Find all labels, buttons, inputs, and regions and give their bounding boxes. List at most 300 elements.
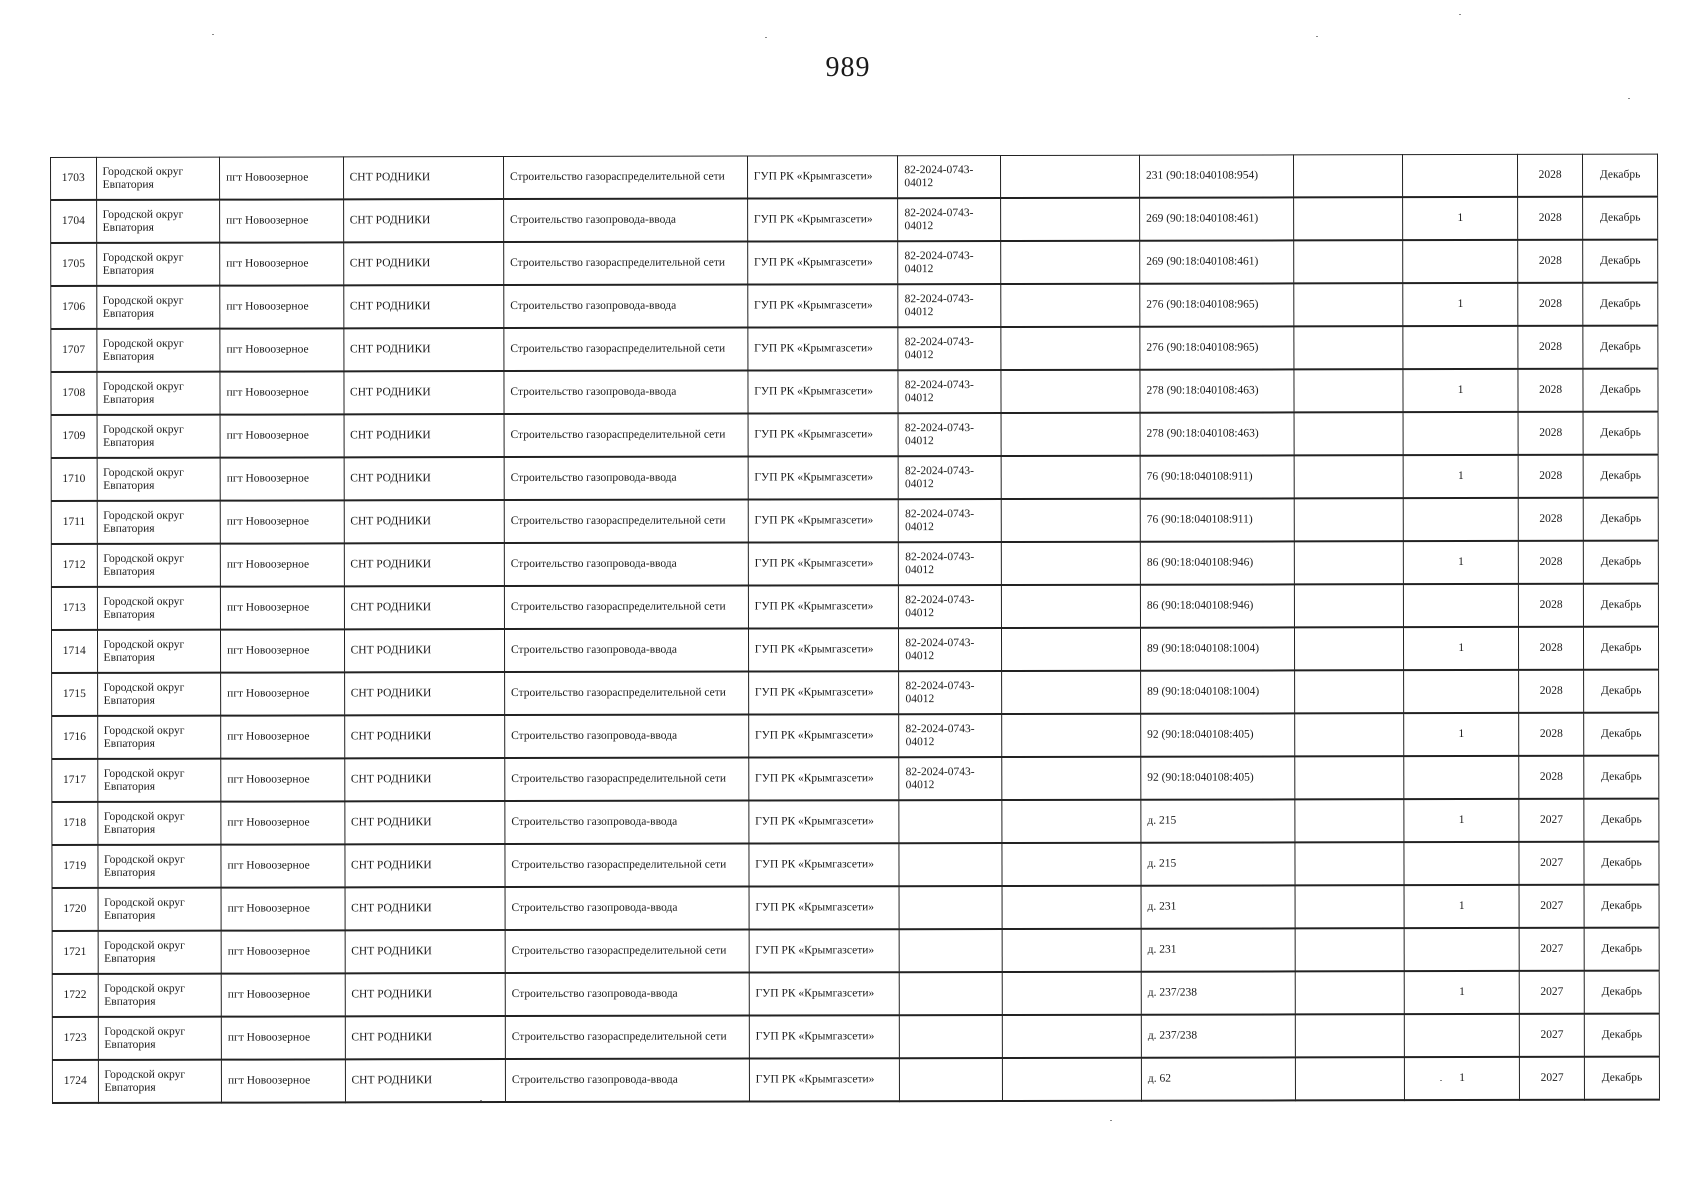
cell-count: [1405, 1014, 1520, 1057]
cell-num: 1719: [52, 845, 98, 888]
cell-year: 2028: [1518, 498, 1583, 541]
cell-month: Декабрь: [1583, 498, 1658, 541]
cell-work: Строительство газораспределительной сети: [504, 586, 748, 630]
cell-year: 2028: [1518, 240, 1583, 283]
cell-org: ГУП РК «Крымгазсети»: [748, 585, 899, 628]
cell-count: [1403, 240, 1518, 283]
cell-society: СНТ РОДНИКИ: [344, 543, 504, 586]
cell-society: СНТ РОДНИКИ: [343, 242, 503, 285]
cell-year: 2027: [1519, 1014, 1584, 1057]
cell-org: ГУП РК «Крымгазсети»: [748, 499, 899, 542]
cell-blank2: [1295, 885, 1405, 928]
table-row: [52, 928, 1659, 974]
cell-blank2: [1294, 326, 1404, 369]
cell-plot: д. 231: [1141, 928, 1295, 971]
cell-blank: [1001, 456, 1140, 499]
cell-district: Городской округ Евпатория: [97, 587, 221, 630]
cell-blank2: [1294, 240, 1404, 283]
cell-district: Городской округ Евпатория: [96, 200, 220, 243]
cell-work: Строительство газораспределительной сети: [504, 500, 748, 544]
cell-code: 82-2024-0743-04012: [899, 714, 1002, 757]
cell-blank2: [1294, 670, 1404, 713]
cell-work: Строительство газораспределительной сети: [504, 414, 748, 458]
scan-speck: [1628, 98, 1630, 99]
cell-work: Строительство газопровода-ввода: [504, 543, 748, 587]
cell-society: СНТ РОДНИКИ: [344, 414, 504, 457]
cell-district: Городской округ Евпатория: [96, 286, 220, 329]
cell-society: СНТ РОДНИКИ: [345, 973, 505, 1016]
cell-org: ГУП РК «Крымгазсети»: [748, 456, 899, 499]
cell-district: Городской округ Евпатория: [96, 372, 220, 415]
cell-num: 1722: [52, 974, 98, 1017]
cell-district: Городской округ Евпатория: [97, 415, 221, 458]
cell-num: 1711: [51, 501, 97, 544]
cell-org: ГУП РК «Крымгазсети»: [749, 886, 900, 929]
cell-plot: 269 (90:18:040108:461): [1140, 240, 1294, 283]
cell-district: Городской округ Евпатория: [97, 630, 221, 673]
cell-num: 1714: [51, 630, 97, 673]
cell-society: СНТ РОДНИКИ: [344, 715, 504, 758]
cell-count: 1: [1403, 369, 1518, 412]
cell-plot: д. 62: [1141, 1057, 1295, 1100]
cell-num: 1708: [51, 372, 97, 415]
cell-settlement: пгт Новоозерное: [221, 1059, 345, 1102]
cell-work: Строительство газопровода-ввода: [505, 1059, 749, 1103]
table-row: [51, 627, 1658, 673]
cell-year: 2027: [1519, 842, 1584, 885]
cell-plot: 92 (90:18:040108:405): [1141, 756, 1295, 799]
cell-plot: 92 (90:18:040108:405): [1141, 713, 1295, 756]
cell-code: 82-2024-0743-04012: [899, 671, 1002, 714]
cell-count: [1403, 326, 1518, 369]
cell-blank: [1003, 1058, 1142, 1101]
cell-num: 1715: [52, 673, 98, 716]
cell-district: Городской округ Евпатория: [98, 974, 222, 1017]
cell-plot: 76 (90:18:040108:911): [1140, 498, 1294, 541]
cell-blank2: [1294, 412, 1404, 455]
cell-work: Строительство газораспределительной сети: [505, 844, 749, 888]
table-row: [52, 1014, 1659, 1060]
cell-code: [899, 929, 1002, 972]
cell-blank2: [1294, 713, 1404, 756]
cell-plot: д. 215: [1141, 842, 1295, 885]
cell-settlement: пгт Новоозерное: [220, 328, 344, 371]
cell-org: ГУП РК «Крымгазсети»: [747, 198, 898, 241]
cell-blank: [1001, 370, 1140, 413]
cell-society: СНТ РОДНИКИ: [343, 285, 503, 328]
cell-district: Городской округ Евпатория: [98, 1017, 222, 1060]
cell-code: 82-2024-0743-04012: [899, 585, 1002, 628]
cell-settlement: пгт Новоозерное: [220, 500, 344, 543]
table-row: [51, 283, 1658, 329]
cell-society: СНТ РОДНИКИ: [344, 672, 504, 715]
cell-blank: [1002, 542, 1141, 585]
cell-count: [1404, 756, 1519, 799]
cell-org: ГУП РК «Крымгазсети»: [749, 800, 900, 843]
cell-society: СНТ РОДНИКИ: [345, 887, 505, 930]
scan-speck: [480, 1100, 482, 1101]
cell-blank2: [1295, 971, 1405, 1014]
cell-work: Строительство газораспределительной сети: [504, 328, 748, 372]
cell-num: 1703: [51, 157, 97, 200]
cell-year: 2028: [1518, 326, 1583, 369]
cell-settlement: пгт Новоозерное: [221, 672, 345, 715]
cell-month: Декабрь: [1584, 584, 1659, 627]
cell-month: Декабрь: [1584, 670, 1659, 713]
table-row: [52, 1057, 1659, 1103]
cell-num: 1712: [51, 544, 97, 587]
scan-speck: [212, 34, 214, 35]
cell-code: 82-2024-0743-04012: [899, 628, 1002, 671]
cell-code: [900, 1058, 1003, 1101]
cell-month: Декабрь: [1583, 283, 1658, 326]
cell-plot: 86 (90:18:040108:946): [1140, 541, 1294, 584]
cell-plot: 278 (90:18:040108:463): [1140, 369, 1294, 412]
cell-blank: [1001, 499, 1140, 542]
cell-settlement: пгт Новоозерное: [221, 715, 345, 758]
page-number: 989: [825, 52, 871, 83]
cell-district: Городской округ Евпатория: [96, 329, 220, 372]
cell-code: 82-2024-0743-04012: [898, 370, 1001, 413]
cell-work: Строительство газораспределительной сети: [503, 156, 747, 199]
cell-month: Декабрь: [1584, 713, 1659, 756]
cell-plot: д. 237/238: [1141, 1014, 1295, 1057]
cell-work: Строительство газопровода-ввода: [505, 887, 749, 931]
cell-blank2: [1295, 928, 1405, 971]
cell-work: Строительство газопровода-ввода: [504, 199, 748, 243]
scan-speck: [1440, 1080, 1442, 1081]
cell-work: Строительство газораспределительной сети: [505, 672, 749, 716]
cell-blank2: [1295, 842, 1405, 885]
table-row: [51, 541, 1658, 587]
cell-district: Городской округ Евпатория: [98, 888, 222, 931]
cell-year: 2028: [1518, 283, 1583, 326]
cell-month: Декабрь: [1583, 412, 1658, 455]
cell-blank2: [1294, 369, 1404, 412]
cell-org: ГУП РК «Крымгазсети»: [748, 542, 899, 585]
cell-month: Декабрь: [1583, 455, 1658, 498]
cell-code: 82-2024-0743-04012: [898, 413, 1001, 456]
scan-speck: [1459, 14, 1461, 15]
cell-blank: [1002, 800, 1141, 843]
cell-district: Городской округ Евпатория: [98, 931, 222, 974]
table-row: [51, 369, 1658, 415]
cell-blank2: [1294, 541, 1404, 584]
cell-org: ГУП РК «Крымгазсети»: [749, 929, 900, 972]
cell-district: Городской округ Евпатория: [97, 501, 221, 544]
cell-blank2: [1295, 1014, 1405, 1057]
cell-plot: 86 (90:18:040108:946): [1140, 584, 1294, 627]
cell-count: 1: [1403, 455, 1518, 498]
cell-code: 82-2024-0743-04012: [899, 757, 1002, 800]
table-row: [52, 885, 1659, 931]
cell-district: Городской округ Евпатория: [97, 458, 221, 501]
cell-plot: д. 237/238: [1141, 971, 1295, 1014]
cell-blank: [1001, 284, 1140, 327]
cell-count: [1403, 412, 1518, 455]
cell-plot: д. 231: [1141, 885, 1295, 928]
cell-year: 2028: [1519, 627, 1584, 670]
cell-work: Строительство газопровода-ввода: [504, 285, 748, 329]
cell-settlement: пгт Новоозерное: [220, 242, 344, 285]
cell-society: СНТ РОДНИКИ: [344, 629, 504, 672]
cell-month: Декабрь: [1583, 197, 1658, 240]
table-row: [52, 713, 1659, 759]
cell-plot: 89 (90:18:040108:1004): [1140, 627, 1294, 670]
cell-society: СНТ РОДНИКИ: [344, 586, 504, 629]
cell-work: Строительство газопровода-ввода: [504, 457, 748, 501]
cell-month: Декабрь: [1584, 928, 1659, 971]
cell-org: ГУП РК «Крымгазсети»: [748, 628, 899, 671]
cell-society: СНТ РОДНИКИ: [344, 371, 504, 414]
table-row: [51, 240, 1658, 286]
cell-year: 2028: [1518, 541, 1583, 584]
cell-society: СНТ РОДНИКИ: [343, 157, 503, 200]
cell-society: СНТ РОДНИКИ: [343, 328, 503, 371]
table-row: [51, 197, 1658, 243]
cell-blank: [1002, 972, 1141, 1015]
cell-blank2: [1293, 155, 1403, 198]
cell-plot: 278 (90:18:040108:463): [1140, 412, 1294, 455]
cell-code: [899, 886, 1002, 929]
cell-settlement: пгт Новоозерное: [220, 543, 344, 586]
cell-num: 1713: [51, 587, 97, 630]
cell-district: Городской округ Евпатория: [97, 544, 221, 587]
cell-blank2: [1294, 584, 1404, 627]
cell-plot: д. 215: [1141, 799, 1295, 842]
cell-month: Декабрь: [1584, 627, 1659, 670]
cell-count: 1: [1404, 885, 1519, 928]
cell-settlement: пгт Новоозерное: [221, 629, 345, 672]
cell-district: Городской округ Евпатория: [97, 802, 221, 845]
cell-work: Строительство газораспределительной сети: [505, 930, 749, 974]
cell-blank: [1001, 327, 1140, 370]
cell-count: 1: [1404, 627, 1519, 670]
cell-settlement: пгт Новоозерное: [220, 157, 344, 200]
cell-code: 82-2024-0743-04012: [898, 456, 1001, 499]
cell-code: [899, 800, 1002, 843]
cell-blank: [1002, 585, 1141, 628]
cell-year: 2027: [1519, 928, 1584, 971]
cell-blank2: [1295, 1057, 1405, 1100]
cell-num: 1723: [52, 1017, 98, 1060]
cell-count: 1: [1403, 283, 1518, 326]
cell-plot: 76 (90:18:040108:911): [1140, 455, 1294, 498]
cell-settlement: пгт Новоозерное: [220, 285, 344, 328]
cell-num: 1710: [51, 458, 97, 501]
cell-month: Декабрь: [1584, 842, 1659, 885]
cell-district: Городской округ Евпатория: [96, 157, 220, 200]
cell-blank2: [1294, 627, 1404, 670]
cell-plot: 89 (90:18:040108:1004): [1141, 670, 1295, 713]
cell-code: [900, 1015, 1003, 1058]
cell-code: 82-2024-0743-04012: [899, 542, 1002, 585]
cell-blank: [1001, 155, 1140, 198]
cell-plot: 276 (90:18:040108:965): [1140, 326, 1294, 369]
cell-settlement: пгт Новоозерное: [221, 801, 345, 844]
table-row: [52, 670, 1659, 716]
cell-count: [1403, 154, 1518, 197]
cell-num: 1704: [51, 200, 97, 243]
cell-work: Строительство газопровода-ввода: [505, 715, 749, 759]
cell-blank2: [1295, 799, 1405, 842]
cell-blank2: [1294, 498, 1404, 541]
cell-settlement: пгт Новоозерное: [221, 844, 345, 887]
cell-settlement: пгт Новоозерное: [221, 973, 345, 1016]
cell-settlement: пгт Новоозерное: [221, 758, 345, 801]
cell-blank: [1001, 241, 1140, 284]
cell-count: 1: [1404, 799, 1519, 842]
table-body: [51, 154, 1660, 1103]
cell-work: Строительство газопровода-ввода: [505, 801, 749, 845]
table-row: [51, 498, 1658, 544]
cell-org: ГУП РК «Крымгазсети»: [749, 972, 900, 1015]
cell-org: ГУП РК «Крымгазсети»: [749, 1058, 900, 1101]
cell-district: Городской округ Евпатория: [97, 673, 221, 716]
cell-month: Декабрь: [1584, 885, 1659, 928]
cell-code: 82-2024-0743-04012: [898, 327, 1001, 370]
scan-speck: [1316, 36, 1318, 37]
cell-count: 1: [1404, 713, 1519, 756]
cell-district: Городской округ Евпатория: [96, 243, 220, 286]
cell-district: Городской округ Евпатория: [97, 759, 221, 802]
cell-month: Декабрь: [1584, 799, 1659, 842]
cell-work: Строительство газораспределительной сети: [505, 758, 749, 802]
table-row: [52, 842, 1659, 888]
scan-speck: [765, 37, 767, 38]
cell-society: СНТ РОДНИКИ: [344, 457, 504, 500]
cell-org: ГУП РК «Крымгазсети»: [747, 156, 898, 199]
cell-code: 82-2024-0743-04012: [898, 198, 1001, 241]
cell-blank2: [1294, 455, 1404, 498]
cell-blank: [1002, 929, 1141, 972]
cell-blank: [1002, 628, 1141, 671]
cell-blank: [1003, 1015, 1142, 1058]
table-row: [51, 412, 1658, 458]
cell-year: 2028: [1518, 369, 1583, 412]
cell-district: Городской округ Евпатория: [97, 716, 221, 759]
cell-num: 1716: [52, 716, 98, 759]
cell-blank2: [1295, 756, 1405, 799]
cell-code: 82-2024-0743-04012: [898, 241, 1001, 284]
cell-blank: [1002, 757, 1141, 800]
cell-settlement: пгт Новоозерное: [220, 414, 344, 457]
cell-society: СНТ РОДНИКИ: [343, 199, 503, 242]
cell-num: 1717: [52, 759, 98, 802]
cell-district: Городской округ Евпатория: [97, 845, 221, 888]
cell-code: [900, 972, 1003, 1015]
cell-settlement: пгт Новоозерное: [220, 586, 344, 629]
cell-society: СНТ РОДНИКИ: [344, 758, 504, 801]
cell-blank: [1002, 886, 1141, 929]
cell-code: 82-2024-0743-04012: [898, 156, 1001, 199]
cell-org: ГУП РК «Крымгазсети»: [749, 1015, 900, 1058]
cell-work: Строительство газораспределительной сети: [505, 1016, 749, 1060]
cell-society: СНТ РОДНИКИ: [345, 1059, 505, 1102]
cell-year: 2028: [1519, 756, 1584, 799]
cell-code: [899, 843, 1002, 886]
cell-settlement: пгт Новоозерное: [220, 457, 344, 500]
cell-year: 2028: [1519, 584, 1584, 627]
table-row: [52, 799, 1659, 845]
cell-year: 2028: [1519, 713, 1584, 756]
cell-society: СНТ РОДНИКИ: [345, 844, 505, 887]
cell-count: [1404, 842, 1519, 885]
cell-org: ГУП РК «Крымгазсети»: [748, 413, 899, 456]
cell-year: 2028: [1518, 412, 1583, 455]
cell-plot: 269 (90:18:040108:461): [1140, 197, 1294, 240]
cell-org: ГУП РК «Крымгазсети»: [748, 671, 899, 714]
cell-work: Строительство газопровода-ввода: [505, 973, 749, 1017]
cell-work: Строительство газопровода-ввода: [504, 371, 748, 415]
cell-plot: 276 (90:18:040108:965): [1140, 283, 1294, 326]
cell-month: Декабрь: [1583, 240, 1658, 283]
table-row: [52, 971, 1659, 1017]
cell-plot: 231 (90:18:040108:954): [1139, 155, 1293, 198]
cell-org: ГУП РК «Крымгазсети»: [748, 757, 899, 800]
table-row: [51, 154, 1658, 200]
cell-year: 2028: [1518, 455, 1583, 498]
cell-month: Декабрь: [1583, 541, 1658, 584]
cell-org: ГУП РК «Крымгазсети»: [748, 370, 899, 413]
cell-org: ГУП РК «Крымгазсети»: [747, 241, 898, 284]
cell-year: 2027: [1519, 885, 1584, 928]
cell-code: 82-2024-0743-04012: [899, 499, 1002, 542]
table-row: [51, 326, 1658, 372]
registry-table: [50, 154, 1660, 1104]
cell-work: Строительство газораспределительной сети: [504, 242, 748, 286]
cell-settlement: пгт Новоозерное: [221, 1016, 345, 1059]
scan-speck: [1110, 1120, 1112, 1121]
cell-org: ГУП РК «Крымгазсети»: [748, 714, 899, 757]
cell-count: [1404, 670, 1519, 713]
cell-num: 1721: [52, 931, 98, 974]
cell-month: Декабрь: [1583, 154, 1658, 197]
table-row: [51, 455, 1658, 501]
cell-settlement: пгт Новоозерное: [220, 199, 344, 242]
cell-settlement: пгт Новоозерное: [221, 887, 345, 930]
cell-society: СНТ РОДНИКИ: [345, 930, 505, 973]
table-row: [51, 584, 1658, 630]
cell-work: Строительство газопровода-ввода: [504, 629, 748, 673]
cell-count: 1: [1403, 197, 1518, 240]
cell-society: СНТ РОДНИКИ: [344, 500, 504, 543]
cell-org: ГУП РК «Крымгазсети»: [749, 843, 900, 886]
cell-blank: [1002, 843, 1141, 886]
cell-month: Декабрь: [1584, 756, 1659, 799]
cell-num: 1724: [52, 1060, 98, 1103]
cell-year: 2028: [1518, 154, 1583, 197]
table-row: [52, 756, 1659, 802]
cell-count: [1403, 498, 1518, 541]
cell-blank2: [1294, 283, 1404, 326]
cell-org: ГУП РК «Крымгазсети»: [748, 284, 899, 327]
cell-num: 1707: [51, 329, 97, 372]
cell-month: Декабрь: [1585, 1057, 1660, 1100]
cell-num: 1706: [51, 286, 97, 329]
cell-count: 1: [1404, 971, 1519, 1014]
cell-year: 2027: [1519, 971, 1584, 1014]
cell-district: Городской округ Евпатория: [98, 1060, 222, 1103]
cell-month: Декабрь: [1583, 326, 1658, 369]
cell-count: [1404, 928, 1519, 971]
cell-year: 2028: [1519, 670, 1584, 713]
cell-month: Декабрь: [1583, 369, 1658, 412]
cell-society: СНТ РОДНИКИ: [344, 801, 504, 844]
cell-blank2: [1293, 197, 1403, 240]
cell-code: 82-2024-0743-04012: [898, 284, 1001, 327]
cell-count: 1: [1405, 1057, 1520, 1100]
